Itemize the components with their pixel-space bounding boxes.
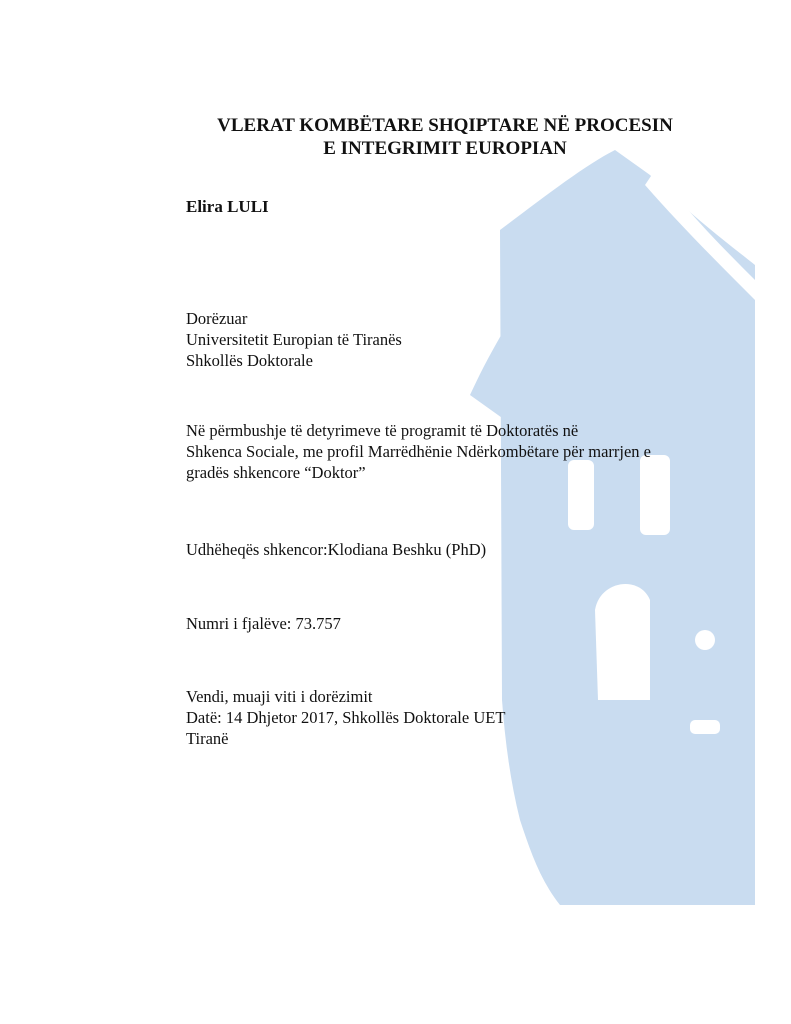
title-line-1: VLERAT KOMBËTARE SHQIPTARE NË PROCESIN	[217, 115, 673, 136]
fulfillment-line-1: Në përmbushje të detyrimeve të programit të Doktoratës në	[186, 421, 579, 440]
place-date-line-1: Vendi, muaji viti i dorëzimit	[186, 687, 373, 706]
submitted-line-1: Dorëzuar	[186, 309, 248, 328]
title-line-2: E INTEGRIMIT EUROPIAN	[323, 138, 567, 159]
submitted-line-3: Shkollës Doktorale	[186, 351, 313, 370]
document-title	[150, 114, 740, 160]
fulfillment-line-2: Shkenca Sociale, me profil Marrëdhënie Ndërkombëtare për marrjen e	[186, 442, 652, 461]
place-date-line-3: Tiranë	[186, 729, 229, 748]
place-date-line-2: Datë: 14 Dhjetor 2017, Shkollës Doktorale UET	[186, 708, 506, 727]
place-date-block	[186, 686, 505, 749]
author-name: Elira LULI	[186, 197, 269, 216]
fulfillment-line-3: gradës shkencore “Doktor”	[186, 463, 366, 482]
submitted-to-block	[186, 308, 402, 371]
word-count: Numri i fjalëve: 73.757	[186, 614, 341, 633]
fulfillment-statement	[186, 420, 651, 483]
supervisor-line: Udhëheqës shkencor:Klodiana Beshku (PhD)	[186, 540, 487, 559]
submitted-line-2: Universitetit Europian të Tiranës	[186, 330, 402, 349]
